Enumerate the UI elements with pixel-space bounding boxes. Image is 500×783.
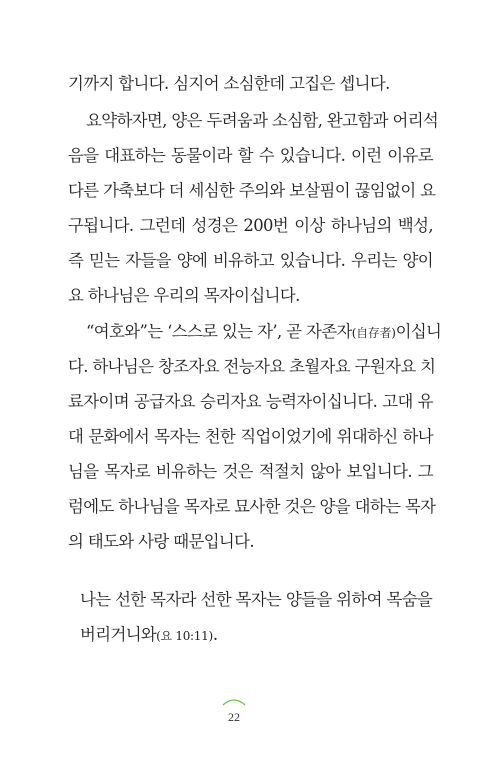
quote-line-2-end: . <box>212 625 218 644</box>
body-line-5: 구됩니다. 그런데 성경은 200번 이상 하나님의 백성, <box>68 216 433 235</box>
body-line-7: 요 하나님은 우리의 목자이십니다. <box>68 286 300 305</box>
body-line-8-end: 이십니 <box>395 322 442 341</box>
body-line-3: 음을 대표하는 동물이라 할 수 있습니다. 이런 이유로 <box>68 146 433 165</box>
body-line-14: 의 태도와 사랑 때문입니다. <box>68 532 255 551</box>
quote-line-2-text: 버리거니와 <box>80 625 157 644</box>
body-line-9: 다. 하나님은 창조자요 전능자요 초월자요 구원자요 치 <box>68 357 436 376</box>
body-line-8 <box>86 322 442 343</box>
quote-line-1: 나는 선한 목자라 선한 목자는 양들을 위하여 목숨을 <box>80 590 433 609</box>
body-line-6: 즉 믿는 자들을 양에 비유하고 있습니다. 우리는 양이 <box>68 251 433 270</box>
quote-line-2 <box>80 625 410 646</box>
scripture-reference: (요 10:11) <box>156 629 213 643</box>
body-line-11: 대 문화에서 목자는 천한 직업이었기에 위대하신 하나 <box>68 427 433 446</box>
body-line-2: 요약하자면, 양은 두려움과 소심함, 완고함과 어리석 <box>86 111 439 130</box>
page-ornament-arc <box>221 696 247 706</box>
body-line-12: 님을 목자로 비유하는 것은 적절치 않아 보입니다. 그 <box>68 462 433 481</box>
body-line-8-text: “여호와”는 ‘스스로 있는 자’, 곧 자존자 <box>86 322 352 341</box>
body-line-10: 료자이며 공급자요 승리자요 능력자이십니다. 고대 유 <box>68 392 433 411</box>
body-line-1: 기까지 합니다. 심지어 소심한데 고집은 셉니다. <box>68 74 390 93</box>
hanja-annotation: (自存者) <box>351 326 396 340</box>
body-line-13: 럼에도 하나님을 목자로 묘사한 것은 양을 대하는 목자 <box>68 497 436 516</box>
body-line-4: 다른 가축보다 더 세심한 주의와 보살핌이 끊임없이 요 <box>68 181 436 200</box>
page-number: 22 <box>228 710 240 724</box>
